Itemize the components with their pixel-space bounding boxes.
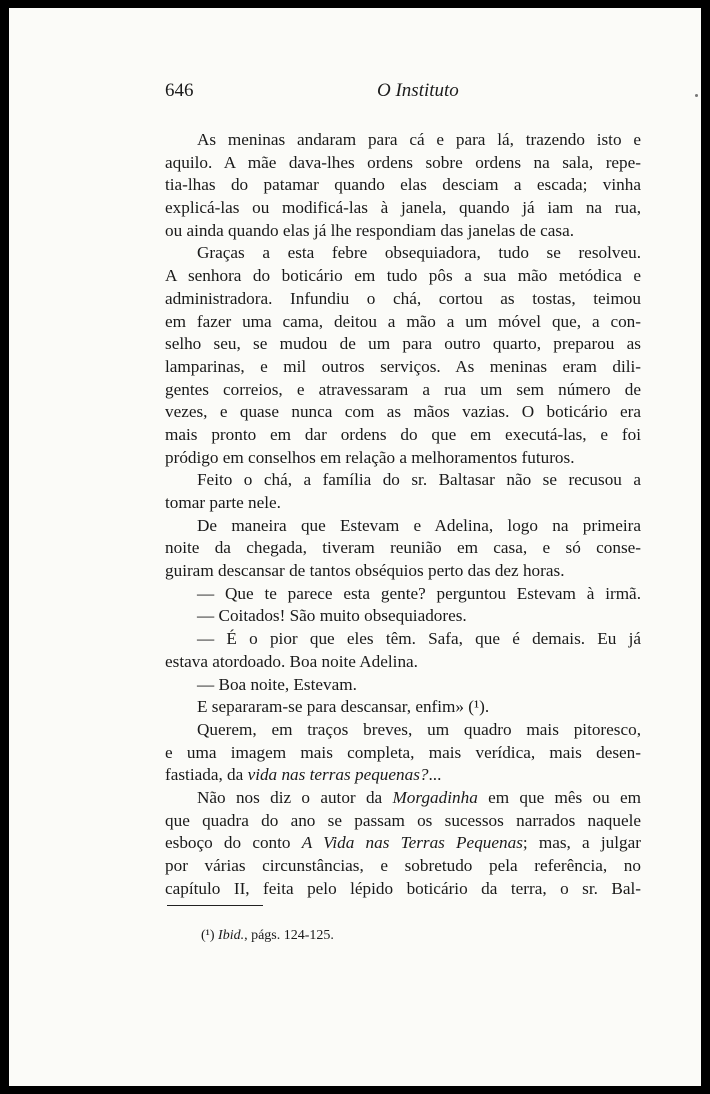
text-line: tomar parte nele.	[165, 493, 281, 512]
footnote-marker: (¹)	[201, 928, 215, 943]
text-line: aquilo. A mãe dava-lhes ordens sobre ordens na sala, repe-	[165, 152, 641, 172]
text-line: E separaram-se para descansar, enfim» (¹).	[197, 697, 490, 717]
footnote-text: , págs. 124-125.	[244, 928, 334, 943]
text-line: guiram descansar de tantos obséquios perto das dez horas.	[165, 561, 565, 581]
text-segment: Não nos diz o autor da	[197, 787, 393, 807]
text-line: tia-lhas do patamar quando elas desciam a escada; vinha	[165, 175, 641, 195]
text-segment: esboço do conto	[165, 833, 302, 853]
text-line	[165, 832, 641, 855]
footnote-ref: Ibid.	[218, 928, 245, 943]
document-page	[9, 8, 701, 1086]
italic-title: vida nas terras pequenas?	[247, 765, 429, 785]
text-line	[165, 764, 641, 787]
text-line: administradora. Infundiu o chá, cortou as tostas, teimou	[165, 288, 641, 308]
italic-title: A Vida nas Terras Pequenas	[301, 833, 523, 853]
text-line: que quadra do ano se passam os sucessos narrados naquele	[165, 810, 641, 830]
text-line: — Boa noite, Estevam.	[197, 674, 357, 694]
text-line: por várias circunstâncias, e sobretudo pela referência, no	[165, 856, 641, 875]
text-line	[165, 787, 641, 810]
text-line: lamparinas, e mil outros serviços. As meninas eram dili-	[165, 356, 641, 376]
page-number: 646	[165, 80, 194, 101]
text-line: Graças a esta febre obsequiadora, tudo se resolveu.	[197, 243, 641, 263]
text-line: — Que te parece esta gente? perguntou Estevam à irmã.	[197, 583, 641, 603]
text-line: e uma imagem mais completa, mais verídica, mais desen-	[165, 742, 641, 762]
text-line: As meninas andaram para cá e para lá, trazendo isto e	[197, 130, 641, 149]
body-lines	[165, 129, 641, 719]
text-line: — É o pior que eles têm. Safa, que é demais. Eu já	[197, 629, 641, 649]
text-segment: em que mês ou em	[477, 787, 642, 807]
footnote-divider	[167, 905, 263, 906]
text-line: mais pronto em dar ordens do que em executá-las, e foi	[165, 424, 641, 444]
text-line: pródigo em conselhos em relação a melhoramentos futuros.	[165, 447, 575, 467]
text-line: explicá-las ou modificá-las à janela, quando já iam na rua,	[165, 198, 641, 218]
footnote	[201, 928, 334, 944]
text-segment: ; mas, a julgar	[522, 833, 641, 853]
paper-speck	[695, 94, 698, 97]
text-line: estava atordoado. Boa noite Adelina.	[165, 651, 418, 671]
text-line: Querem, em traços breves, um quadro mais pitoresco,	[197, 719, 641, 739]
text-line: De maneira que Estevam e Adelina, logo na primeira	[197, 515, 641, 535]
text-segment: ...	[428, 765, 442, 785]
text-line: gentes correios, e atravessaram a rua um sem número de	[165, 379, 641, 399]
text-line: vezes, e quase nunca com as mãos vazias. O boticário era	[165, 402, 641, 422]
text-line: selho seu, se mudou de um para outro quarto, preparou as	[165, 334, 641, 354]
text-segment: fastiada, da	[165, 765, 248, 785]
text-line: Feito o chá, a família do sr. Baltasar não se recusou a	[197, 470, 641, 490]
text-line: A senhora do boticário em tudo pôs a sua mão metódica e	[165, 266, 641, 286]
text-line: — Coitados! São muito obsequiadores.	[197, 606, 467, 626]
running-title: O Instituto	[377, 80, 459, 101]
italic-title: Morgadinha	[392, 787, 478, 807]
body-text	[165, 129, 641, 900]
text-line: ou ainda quando elas já lhe respondiam das janelas de casa.	[165, 220, 575, 240]
text-line: capítulo II, feita pelo lépido boticário da terra, o sr. Bal-	[165, 878, 641, 898]
text-line: em fazer uma cama, deitou a mão a um móvel que, a con-	[165, 311, 641, 331]
page-header	[165, 80, 651, 104]
text-line: noite da chegada, tiveram reunião em casa, e só conse-	[165, 538, 641, 558]
